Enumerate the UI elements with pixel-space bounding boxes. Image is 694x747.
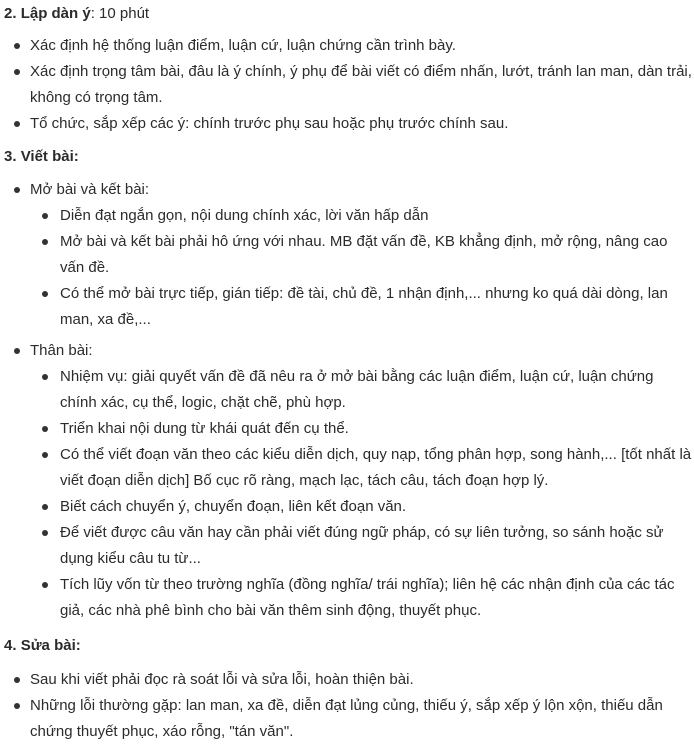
- section-heading-sua-bai: [4, 635, 694, 657]
- list-item: Sau khi viết phải đọc rà soát lỗi và sửa lỗi, hoàn thiện bài.: [4, 667, 694, 693]
- list-item: Những lỗi thường gặp: lan man, xa đề, diễn đạt lủng củng, thiếu ý, sắp xếp ý lộn xộn, thiếu dẫn chứng thuyết phục, xáo rỗng, "tán văn".: [4, 693, 694, 745]
- list-item: Tổ chức, sắp xếp các ý: chính trước phụ sau hoặc phụ trước chính sau.: [4, 111, 694, 137]
- bullet-list-sua-bai: [4, 667, 694, 745]
- sub-list-item: Có thể mở bài trực tiếp, gián tiếp: đề tài, chủ đề, 1 nhận định,... nhưng ko quá dài dòng, lan man, xa đề,...: [30, 281, 694, 333]
- sub-list-item: Diễn đạt ngắn gọn, nội dung chính xác, lời văn hấp dẫn: [30, 203, 694, 229]
- list-item: Xác định trọng tâm bài, đâu là ý chính, ý phụ để bài viết có điểm nhấn, lướt, tránh lan man, dàn trải, không có trọng tâm.: [4, 59, 694, 111]
- section-heading-lap-dan-y: [4, 3, 694, 25]
- section-suffix: : 10 phút: [90, 5, 150, 22]
- list-item-than-bai: [4, 338, 694, 624]
- sub-list-item: Có thể viết đoạn văn theo các kiểu diễn dịch, quy nạp, tổng phân hợp, song hành,... [tốt nhất là viết đoạn diễn dịch] Bố cục rõ ràng, mạch lạc, tách câu, tách đoạn hợp lý.: [30, 442, 694, 494]
- section-title: Lập dàn ý: [20, 5, 91, 22]
- sub-list-item: Để viết được câu văn hay cần phải viết đúng ngữ pháp, có sự liên tưởng, so sánh hoặc sử dụng kiểu câu tu từ...: [30, 520, 694, 572]
- sub-list-item: Tích lũy vốn từ theo trường nghĩa (đồng nghĩa/ trái nghĩa); liên hệ các nhận định của các tác giả, các nhà phê bình cho bài văn thêm sinh động, thuyết phục.: [30, 572, 694, 624]
- list-item: Xác định hệ thống luận điểm, luận cứ, luận chứng cần trình bày.: [4, 33, 694, 59]
- section-number: 2.: [4, 5, 17, 22]
- sub-list-item: Mở bài và kết bài phải hô ứng với nhau. MB đặt vấn đề, KB khẳng định, mở rộng, nâng cao vấn đề.: [30, 229, 694, 281]
- group-label: Thân bài:: [30, 342, 93, 359]
- sub-list-mo-bai-ket-bai: [30, 203, 694, 333]
- sub-list-than-bai: [30, 364, 694, 624]
- sub-list-item: Nhiệm vụ: giải quyết vấn đề đã nêu ra ở mở bài bằng các luận điểm, luận cứ, luận chứng chính xác, cụ thể, logic, chặt chẽ, phù hợp.: [30, 364, 694, 416]
- bullet-list-lap-dan-y: [4, 33, 694, 137]
- sub-list-item: Biết cách chuyển ý, chuyển đoạn, liên kết đoạn văn.: [30, 494, 694, 520]
- section-title: Sửa bài:: [20, 637, 81, 654]
- section-number: 4.: [4, 637, 17, 654]
- section-title: Viết bài:: [20, 148, 79, 165]
- sub-list-item: Triển khai nội dung từ khái quát đến cụ thể.: [30, 416, 694, 442]
- section-heading-viet-bai: [4, 146, 694, 168]
- section-number: 3.: [4, 148, 17, 165]
- group-label: Mở bài và kết bài:: [30, 181, 150, 198]
- list-item-mo-bai-ket-bai: [4, 177, 694, 333]
- bullet-list-viet-bai: [4, 177, 694, 624]
